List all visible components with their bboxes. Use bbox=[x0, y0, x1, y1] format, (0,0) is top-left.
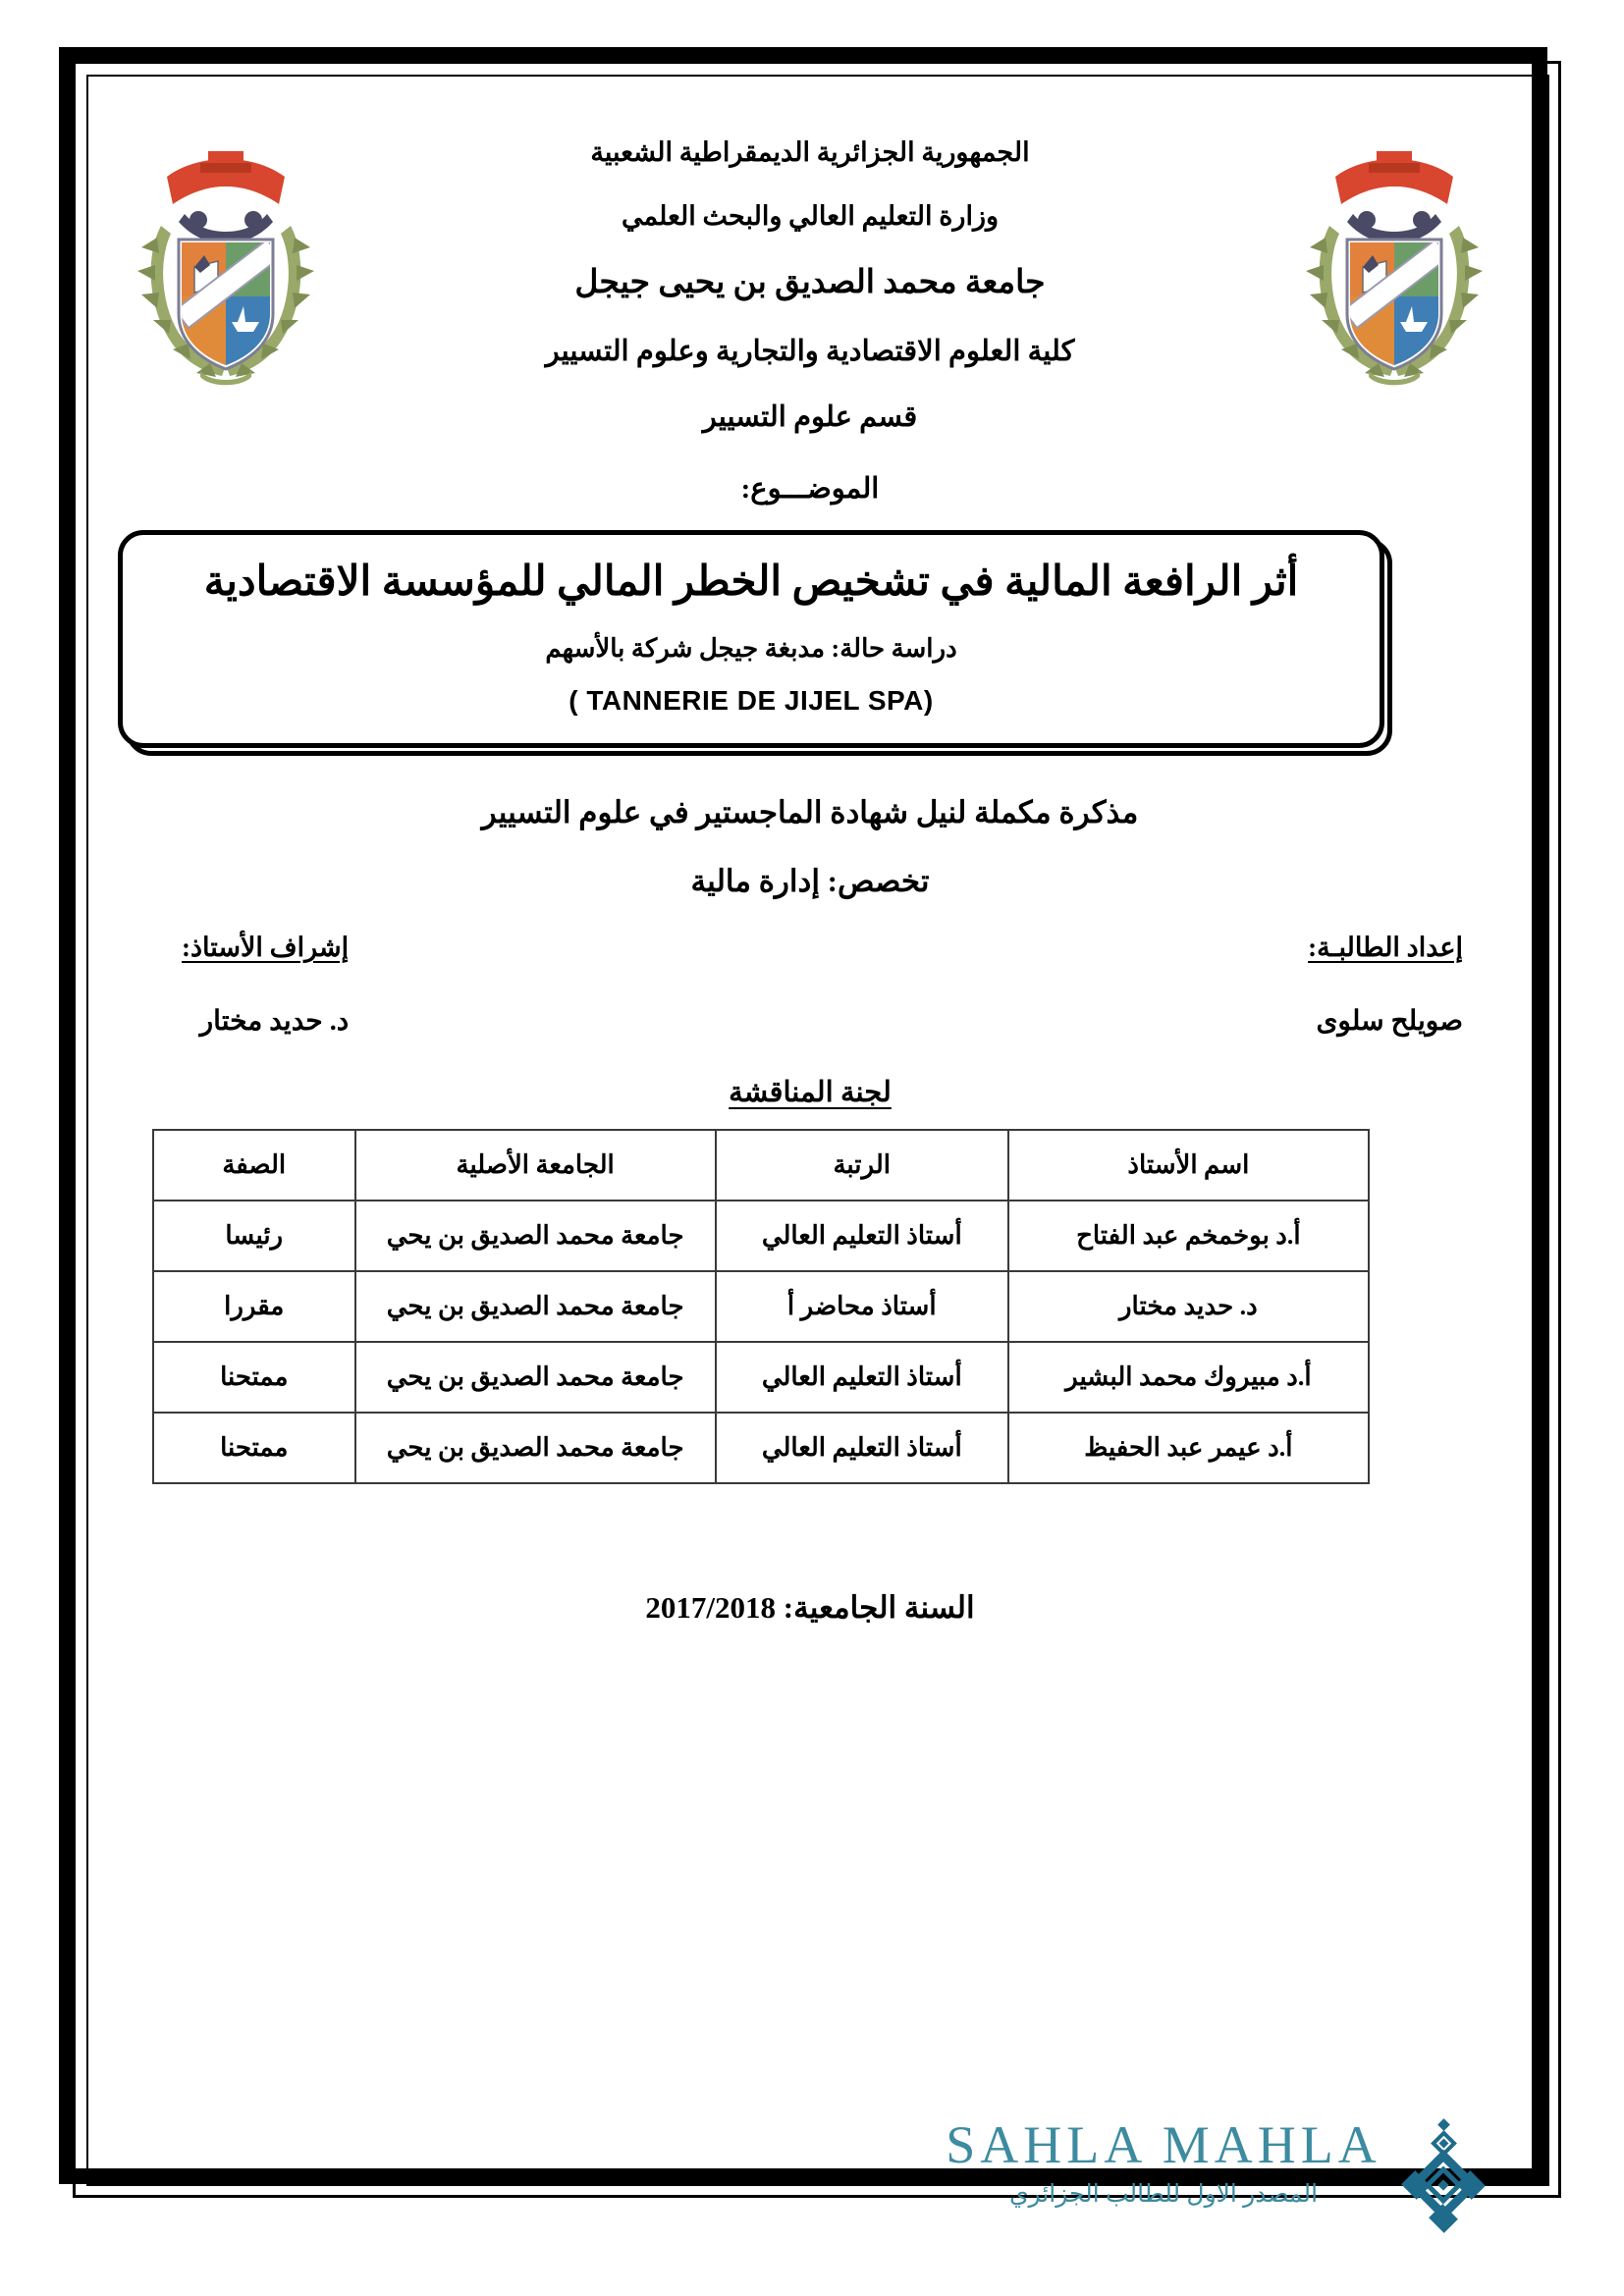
cell-role: رئيسا bbox=[153, 1201, 355, 1271]
academic-year: السنة الجامعية: 2017/2018 bbox=[645, 1590, 975, 1625]
country-name: الجمهورية الجزائرية الديمقراطية الشعبية bbox=[590, 137, 1030, 167]
ministry-name: وزارة التعليم العالي والبحث العلمي bbox=[621, 201, 1000, 232]
company-latin-name: ( TANNERIE DE JIJEL SPA) bbox=[568, 684, 934, 716]
cell-professor-name: أ.د مبيروك محمد البشير bbox=[1008, 1342, 1369, 1413]
cell-rank: أستاذ التعليم العالي bbox=[716, 1201, 1008, 1271]
cell-rank: أستاذ محاضر أ bbox=[716, 1271, 1008, 1342]
university-emblem-right-icon bbox=[1296, 149, 1492, 390]
university-emblem-left-icon bbox=[128, 149, 324, 390]
student-name: صويلح سلوى bbox=[1316, 1006, 1463, 1037]
department-name: قسم علوم التسيير bbox=[702, 401, 918, 434]
institution-header bbox=[324, 137, 1296, 468]
cell-professor-name: د. حديد مختار bbox=[1008, 1271, 1369, 1342]
cover-content bbox=[98, 88, 1522, 2208]
cell-university: جامعة محمد الصديق بن يحي bbox=[355, 1201, 716, 1271]
watermark-subtitle: المصدر الاول للطالب الجزائري bbox=[1008, 2181, 1319, 2208]
table-header-row bbox=[153, 1130, 1369, 1201]
university-name: جامعة محمد الصديق بن يحيى جيجل bbox=[574, 265, 1046, 301]
cell-rank: أستاذ التعليم العالي bbox=[716, 1342, 1008, 1413]
jury-heading bbox=[98, 1075, 1522, 1109]
table-row bbox=[153, 1271, 1369, 1342]
jury-table bbox=[152, 1129, 1370, 1484]
column-header-rank: الرتبة bbox=[716, 1130, 1008, 1201]
degree-statement: مذكرة مكملة لنيل شهادة الماجستير في علوم التسيير bbox=[481, 795, 1139, 829]
authorship-block bbox=[137, 933, 1483, 1070]
cell-role: ممتحنا bbox=[153, 1342, 355, 1413]
student-block bbox=[1308, 933, 1463, 1038]
faculty-name: كلية العلوم الاقتصادية والتجارية وعلوم التسيير bbox=[545, 336, 1075, 368]
table-row bbox=[153, 1201, 1369, 1271]
cell-role: مقررا bbox=[153, 1271, 355, 1342]
watermark-title: SAHLA MAHLA bbox=[946, 2115, 1381, 2174]
cell-role: ممتحنا bbox=[153, 1413, 355, 1483]
thesis-title-box bbox=[118, 530, 1394, 756]
column-header-role: الصفة bbox=[153, 1130, 355, 1201]
student-label: إعداد الطالبـة: bbox=[1308, 933, 1463, 962]
watermark-text bbox=[928, 2115, 1399, 2209]
case-study-line: دراسة حالة: مدبغة جيجل شركة بالأسهم bbox=[545, 633, 957, 663]
supervisor-label: إشراف الأستاذ: bbox=[182, 933, 350, 962]
cell-professor-name: أ.د بوخمخم عبد الفتاح bbox=[1008, 1201, 1369, 1271]
supervisor-block bbox=[182, 933, 349, 1038]
supervisor-name: د. حديد مختار bbox=[199, 1006, 350, 1037]
cell-university: جامعة محمد الصديق بن يحي bbox=[355, 1271, 716, 1342]
cell-rank: أستاذ التعليم العالي bbox=[716, 1413, 1008, 1483]
specialization-line: تخصص: إدارة مالية bbox=[690, 864, 930, 898]
sahla-mahla-logo-icon bbox=[1380, 2114, 1507, 2242]
cell-professor-name: أ.د عيمر عبد الحفيظ bbox=[1008, 1413, 1369, 1483]
sahla-mahla-watermark bbox=[928, 2109, 1517, 2256]
table-row bbox=[153, 1342, 1369, 1413]
table-row bbox=[153, 1413, 1369, 1483]
thesis-main-title: أثر الرافعة المالية في تشخيص الخطر المالي للمؤسسة الاقتصادية bbox=[203, 560, 1299, 605]
title-box-frame bbox=[118, 530, 1384, 748]
cell-university: جامعة محمد الصديق بن يحي bbox=[355, 1342, 716, 1413]
subject-label: الموضـــوع: bbox=[740, 473, 880, 505]
jury-heading-text: لجنة المناقشة bbox=[729, 1077, 892, 1108]
column-header-university: الجامعة الأصلية bbox=[355, 1130, 716, 1201]
column-header-name: اسم الأستاذ bbox=[1008, 1130, 1369, 1201]
cell-university: جامعة محمد الصديق بن يحي bbox=[355, 1413, 716, 1483]
